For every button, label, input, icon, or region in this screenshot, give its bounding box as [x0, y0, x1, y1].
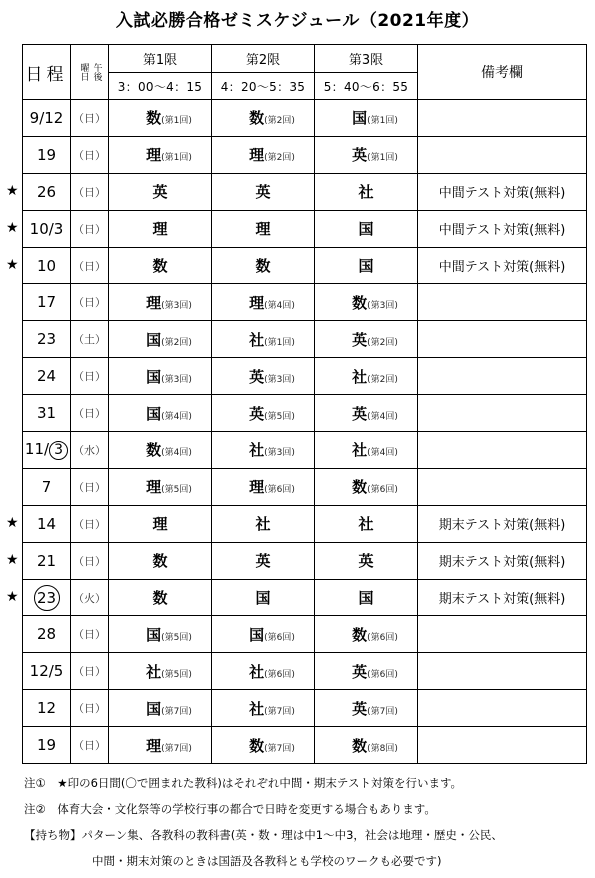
day-cell: （水） — [71, 432, 109, 469]
session-number: (第8回) — [367, 743, 398, 754]
header-time-3: 5：40～6：55 — [315, 73, 418, 100]
subject-cell-p3 — [315, 616, 418, 653]
session-number: (第5回) — [264, 411, 295, 422]
date-cell — [23, 100, 71, 137]
subject: 国 — [255, 589, 271, 608]
date-text: 26 — [36, 182, 57, 201]
subject-cell-p2 — [212, 358, 315, 395]
note-cell — [418, 468, 587, 505]
header-ampm: 午後 — [91, 63, 102, 81]
subject: 数 — [152, 257, 168, 275]
subject: 数 — [152, 552, 168, 571]
date-cell — [23, 579, 71, 616]
subject-cell-p1 — [109, 210, 212, 247]
day-cell: （日） — [71, 616, 109, 653]
date-cell — [23, 542, 71, 579]
subject: 数 — [152, 589, 168, 608]
note-cell — [418, 653, 587, 690]
subject-cell-p2 — [212, 321, 315, 358]
session-number: (第6回) — [367, 669, 398, 680]
subject-cell-p1 — [109, 173, 212, 210]
subject: 社 — [358, 183, 374, 202]
session-number: (第1回) — [161, 153, 192, 164]
notes — [24, 770, 584, 874]
date-text: 14 — [36, 514, 57, 533]
header-time-2: 4：20～5：35 — [212, 73, 315, 100]
session-number: (第6回) — [264, 632, 295, 643]
date-text: 7 — [41, 477, 52, 496]
note-cell — [418, 395, 587, 432]
subject: 国 — [146, 367, 162, 386]
subject: 数 — [146, 441, 162, 460]
day-cell: （土） — [71, 321, 109, 358]
subject-cell-p3 — [315, 727, 418, 764]
session-number: (第5回) — [161, 632, 192, 643]
day-cell: （日） — [71, 690, 109, 727]
schedule-row — [23, 579, 587, 616]
note-2: 注② 体育大会・文化祭等の学校行事の都合で日時を変更する場合もあります。 — [24, 802, 436, 816]
schedule-row — [23, 284, 587, 321]
subject: 英 — [352, 699, 368, 718]
subject-cell-p1 — [109, 284, 212, 321]
day-cell: （日） — [71, 542, 109, 579]
subject-cell-p3 — [315, 579, 418, 616]
schedule-row — [23, 210, 587, 247]
note-items-cont: 中間・期末対策のときは国語及各教科とも学校のワークも必要です) — [92, 854, 442, 868]
page-title: 入試必勝合格ゼミスケジュール（2021年度） — [115, 11, 480, 31]
date-text: 12/5 — [29, 662, 64, 681]
subject-cell-p2 — [212, 100, 315, 137]
day-cell: （日） — [71, 173, 109, 210]
day-cell: （日） — [71, 505, 109, 542]
note-cell — [418, 616, 587, 653]
subject-cell-p2 — [212, 690, 315, 727]
session-number: (第2回) — [264, 153, 295, 164]
subject: 数 — [146, 109, 162, 128]
subject: 英 — [352, 330, 368, 349]
subject: 国 — [146, 625, 162, 644]
schedule-row — [23, 727, 587, 764]
date-text: 19 — [36, 736, 57, 755]
day-cell: （日） — [71, 136, 109, 173]
session-number: (第4回) — [264, 300, 295, 311]
date-cell — [23, 173, 71, 210]
session-number: (第2回) — [161, 337, 192, 348]
subject: 英 — [352, 662, 368, 681]
day-cell: （火） — [71, 579, 109, 616]
subject-cell-p1 — [109, 432, 212, 469]
date-text: 21 — [36, 551, 57, 570]
date-cell — [23, 653, 71, 690]
note-cell: 中間テスト対策(無料) — [418, 247, 587, 284]
session-number: (第1回) — [264, 337, 295, 348]
subject-cell-p1 — [109, 358, 212, 395]
subject: 数 — [249, 736, 265, 755]
subject-cell-p1 — [109, 136, 212, 173]
schedule-row — [23, 395, 587, 432]
subject-cell-p3 — [315, 653, 418, 690]
star-mark: ★ — [6, 514, 19, 531]
day-cell: （日） — [71, 210, 109, 247]
subject: 理 — [146, 293, 162, 312]
star-mark: ★ — [6, 551, 19, 568]
subject-cell-p1 — [109, 727, 212, 764]
subject: 社 — [358, 515, 374, 534]
note-cell — [418, 727, 587, 764]
session-number: (第3回) — [264, 374, 295, 385]
schedule-row — [23, 468, 587, 505]
date-text: 10/3 — [29, 219, 64, 238]
session-number: (第1回) — [367, 153, 398, 164]
schedule-table — [22, 44, 587, 764]
subject: 国 — [358, 589, 374, 608]
schedule-row — [23, 505, 587, 542]
day-cell: （日） — [71, 284, 109, 321]
schedule-row — [23, 136, 587, 173]
subject-cell-p3 — [315, 210, 418, 247]
date-cell — [23, 690, 71, 727]
session-number: (第2回) — [367, 337, 398, 348]
subject-cell-p2 — [212, 727, 315, 764]
star-mark: ★ — [6, 182, 19, 199]
subject: 社 — [249, 699, 265, 718]
session-number: (第5回) — [161, 669, 192, 680]
subject: 理 — [255, 220, 271, 239]
note-cell: 中間テスト対策(無料) — [418, 210, 587, 247]
session-number: (第3回) — [161, 300, 192, 311]
date-cell — [23, 358, 71, 395]
subject: 英 — [249, 367, 265, 386]
subject-cell-p1 — [109, 690, 212, 727]
session-number: (第6回) — [367, 632, 398, 643]
session-number: (第5回) — [161, 485, 192, 496]
star-mark: ★ — [6, 588, 19, 605]
schedule-row — [23, 247, 587, 284]
circled-date: 3 — [49, 441, 68, 460]
date-cell — [23, 468, 71, 505]
subject: 国 — [146, 699, 162, 718]
note-cell: 中間テスト対策(無料) — [418, 173, 587, 210]
subject: 数 — [352, 478, 368, 497]
subject-cell-p3 — [315, 432, 418, 469]
subject-cell-p3 — [315, 468, 418, 505]
subject-cell-p3 — [315, 358, 418, 395]
subject: 社 — [249, 662, 265, 681]
subject-cell-p1 — [109, 395, 212, 432]
date-cell — [23, 284, 71, 321]
date-cell — [23, 505, 71, 542]
note-cell — [418, 284, 587, 321]
subject-cell-p3 — [315, 395, 418, 432]
date-cell — [23, 210, 71, 247]
schedule-row — [23, 358, 587, 395]
day-cell: （日） — [71, 468, 109, 505]
schedule-row — [23, 616, 587, 653]
subject: 英 — [352, 404, 368, 423]
subject-cell-p1 — [109, 100, 212, 137]
subject-cell-p2 — [212, 542, 315, 579]
subject-cell-p3 — [315, 690, 418, 727]
day-cell: （日） — [71, 653, 109, 690]
subject-cell-p2 — [212, 468, 315, 505]
subject: 数 — [352, 625, 368, 644]
subject: 数 — [352, 736, 368, 755]
session-number: (第7回) — [367, 706, 398, 717]
session-number: (第6回) — [367, 485, 398, 496]
subject-cell-p1 — [109, 321, 212, 358]
subject-cell-p3 — [315, 136, 418, 173]
subject-cell-p3 — [315, 321, 418, 358]
date-cell — [23, 136, 71, 173]
subject: 国 — [358, 220, 374, 239]
subject-cell-p3 — [315, 247, 418, 284]
subject: 理 — [152, 515, 168, 534]
date-text: 9/12 — [29, 108, 64, 127]
subject-cell-p2 — [212, 616, 315, 653]
subject-cell-p2 — [212, 432, 315, 469]
session-number: (第1回) — [367, 116, 398, 127]
subject: 理 — [146, 146, 162, 165]
header-time-1: 3：00～4：15 — [109, 73, 212, 100]
session-number: (第7回) — [264, 743, 295, 754]
schedule-row — [23, 690, 587, 727]
session-number: (第2回) — [264, 116, 295, 127]
date-cell — [23, 395, 71, 432]
session-number: (第3回) — [367, 300, 398, 311]
date-text: 10 — [36, 256, 57, 275]
session-number: (第7回) — [161, 706, 192, 717]
subject: 理 — [146, 736, 162, 755]
subject: 理 — [249, 146, 265, 165]
subject-cell-p3 — [315, 542, 418, 579]
subject: 理 — [146, 478, 162, 497]
subject-cell-p1 — [109, 247, 212, 284]
subject-cell-p2 — [212, 505, 315, 542]
subject-cell-p2 — [212, 579, 315, 616]
schedule-row — [23, 173, 587, 210]
session-number: (第7回) — [264, 706, 295, 717]
subject: 英 — [152, 183, 168, 202]
subject-cell-p3 — [315, 100, 418, 137]
schedule-row — [23, 653, 587, 690]
subject: 数 — [249, 109, 265, 128]
note-cell — [418, 358, 587, 395]
date-cell — [23, 727, 71, 764]
date-text: 11/ — [24, 439, 50, 458]
note-cell: 期末テスト対策(無料) — [418, 505, 587, 542]
subject-cell-p1 — [109, 542, 212, 579]
day-cell: （日） — [71, 727, 109, 764]
header-note: 備考欄 — [418, 45, 587, 100]
subject: 英 — [255, 552, 271, 571]
note-cell: 期末テスト対策(無料) — [418, 542, 587, 579]
date-cell — [23, 616, 71, 653]
subject: 理 — [249, 293, 265, 312]
subject: 社 — [249, 330, 265, 349]
day-cell: （日） — [71, 247, 109, 284]
date-text: 31 — [36, 404, 57, 423]
session-number: (第3回) — [161, 374, 192, 385]
subject-cell-p1 — [109, 505, 212, 542]
subject: 数 — [352, 293, 368, 312]
subject: 社 — [352, 441, 368, 460]
day-cell: （日） — [71, 395, 109, 432]
subject-cell-p2 — [212, 210, 315, 247]
subject-cell-p1 — [109, 579, 212, 616]
day-cell: （日） — [71, 100, 109, 137]
subject: 理 — [152, 220, 168, 239]
note-cell — [418, 136, 587, 173]
note-cell — [418, 100, 587, 137]
subject: 英 — [255, 183, 271, 202]
header-day-cell — [71, 45, 109, 100]
subject: 英 — [358, 552, 374, 571]
date-text: 17 — [36, 293, 57, 312]
session-number: (第3回) — [264, 448, 295, 459]
note-cell — [418, 432, 587, 469]
header-period-3: 第3限 — [315, 45, 418, 73]
date-cell — [23, 432, 71, 469]
session-number: (第4回) — [161, 448, 192, 459]
note-1: 注① ★印の6日間(〇で囲まれた教科)はそれぞれ中間・期末テスト対策を行います。 — [24, 776, 463, 790]
subject-cell-p2 — [212, 284, 315, 321]
subject: 国 — [146, 404, 162, 423]
note-cell — [418, 321, 587, 358]
subject: 国 — [146, 330, 162, 349]
date-text: 23 — [36, 330, 57, 349]
date-text: 12 — [36, 699, 57, 718]
subject: 社 — [352, 367, 368, 386]
schedule-row — [23, 321, 587, 358]
subject-cell-p1 — [109, 616, 212, 653]
date-cell — [23, 321, 71, 358]
date-text: 19 — [36, 145, 57, 164]
subject-cell-p2 — [212, 247, 315, 284]
header-period-2: 第2限 — [212, 45, 315, 73]
schedule-row — [23, 432, 587, 469]
star-mark: ★ — [6, 219, 19, 236]
session-number: (第4回) — [367, 448, 398, 459]
session-number: (第1回) — [161, 116, 192, 127]
subject: 国 — [249, 625, 265, 644]
note-cell — [418, 690, 587, 727]
subject: 社 — [255, 515, 271, 534]
subject-cell-p2 — [212, 395, 315, 432]
subject: 社 — [146, 662, 162, 681]
subject-cell-p1 — [109, 468, 212, 505]
header-date: 日程 — [23, 45, 71, 100]
session-number: (第6回) — [264, 485, 295, 496]
subject: 英 — [352, 146, 368, 165]
subject: 社 — [249, 441, 265, 460]
schedule-row — [23, 542, 587, 579]
subject-cell-p2 — [212, 653, 315, 690]
session-number: (第4回) — [161, 411, 192, 422]
subject-cell-p3 — [315, 284, 418, 321]
circled-date: 23 — [34, 585, 60, 611]
header-period-1: 第1限 — [109, 45, 212, 73]
note-cell: 期末テスト対策(無料) — [418, 579, 587, 616]
day-cell: （日） — [71, 358, 109, 395]
star-mark: ★ — [6, 256, 19, 273]
subject: 英 — [249, 404, 265, 423]
subject-cell-p1 — [109, 653, 212, 690]
subject-cell-p3 — [315, 505, 418, 542]
subject: 国 — [352, 109, 368, 128]
subject-cell-p3 — [315, 173, 418, 210]
session-number: (第2回) — [367, 374, 398, 385]
subject: 理 — [249, 478, 265, 497]
schedule-row — [23, 100, 587, 137]
session-number: (第4回) — [367, 411, 398, 422]
subject-cell-p2 — [212, 173, 315, 210]
subject: 国 — [358, 257, 374, 275]
subject: 数 — [255, 257, 271, 275]
session-number: (第6回) — [264, 669, 295, 680]
header-day: 曜日 — [78, 63, 89, 81]
date-text: 24 — [36, 367, 57, 386]
date-text: 28 — [36, 625, 57, 644]
session-number: (第7回) — [161, 743, 192, 754]
date-cell — [23, 247, 71, 284]
note-items: 【持ち物】パターン集、各教科の教科書(英・数・理は中1～中3，社会は地理・歴史・公民、 — [24, 828, 503, 842]
subject-cell-p2 — [212, 136, 315, 173]
